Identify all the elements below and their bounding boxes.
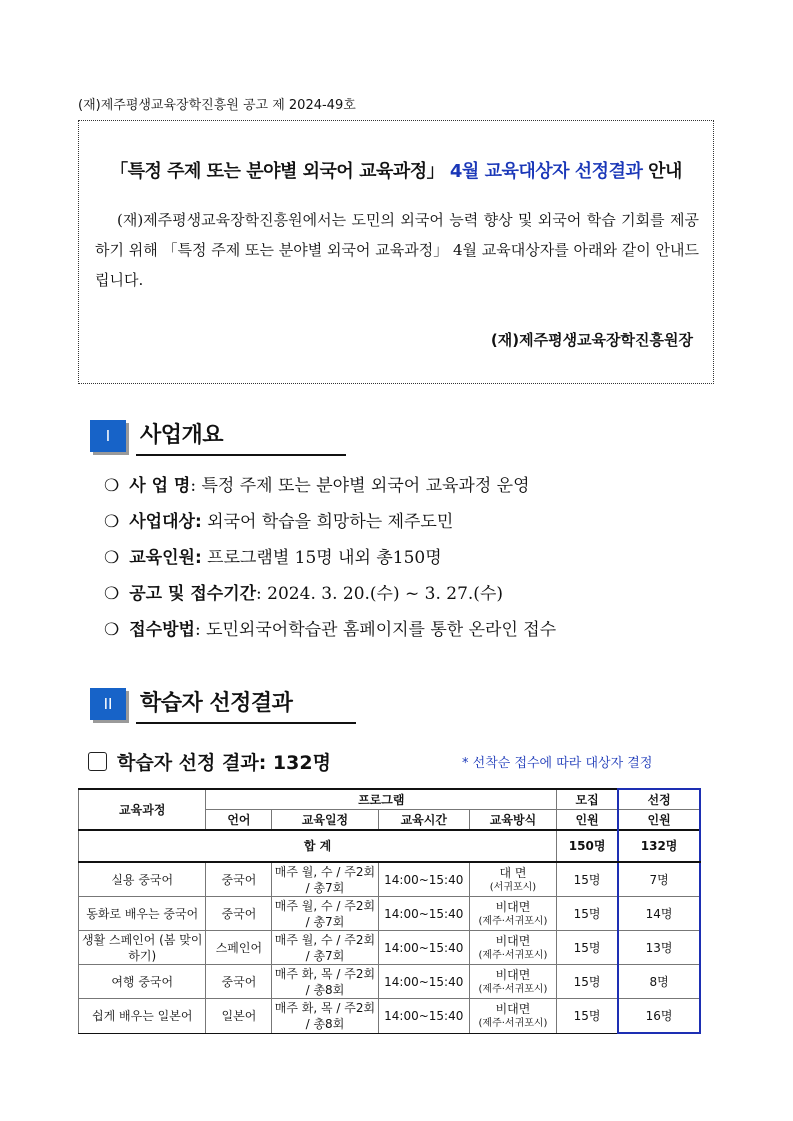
cell-method: [469, 862, 556, 897]
circle-bullet-icon: ❍: [104, 584, 120, 604]
cell-time: 14:00~15:40: [378, 862, 469, 897]
total-label: 합 계: [79, 830, 557, 862]
cell-selected: 8명: [618, 965, 700, 999]
overview-value: 프로그램별 15명 내외 총150명: [201, 548, 442, 568]
method-type: 비대면: [495, 900, 531, 914]
header-recruit-1: 모집: [557, 789, 619, 810]
cell-schedule: 매주 화, 목 / 주2회 / 총8회: [272, 965, 378, 999]
section-title: 사업개요: [140, 423, 224, 448]
method-type: 대 면: [499, 866, 527, 880]
header-selected-2: 인원: [618, 810, 700, 831]
section-header-overview: [90, 420, 350, 452]
overview-list: [104, 472, 724, 652]
total-recruit: 150명: [557, 830, 619, 862]
cell-language: 일본어: [206, 999, 272, 1034]
cell-method: [469, 965, 556, 999]
cell-language: 중국어: [206, 862, 272, 897]
header-method: 교육방식: [469, 810, 556, 831]
notice-body-text: (재)제주평생교육장학진흥원에서는 도민의 외국어 능력 향상 및 외국어 학습 기회를 제공하기 위해 「특정 주제 또는 분야별 외국어 교육과정」 4월 교육대상자를 아래와 같이 안내드립니다.: [95, 211, 699, 289]
cell-time: 14:00~15:40: [378, 897, 469, 931]
notice-body: [95, 205, 699, 295]
total-row: [79, 830, 701, 862]
result-heading: [88, 748, 331, 775]
table-row: [79, 897, 701, 931]
overview-label: 공고 및 접수기간: [129, 584, 257, 604]
header-schedule: 교육일정: [272, 810, 378, 831]
cell-selected: 14명: [618, 897, 700, 931]
cell-time: 14:00~15:40: [378, 965, 469, 999]
circle-bullet-icon: ❍: [104, 620, 120, 640]
result-heading-text: 학습자 선정 결과: 132명: [117, 752, 331, 774]
overview-value: : 도민외국어학습관 홈페이지를 통한 온라인 접수: [194, 620, 557, 640]
overview-label: 사업대상:: [129, 512, 202, 532]
section-underline: [136, 722, 356, 724]
header-recruit-2: 인원: [557, 810, 619, 831]
cell-course: 동화로 배우는 중국어: [79, 897, 206, 931]
cell-selected: 16명: [618, 999, 700, 1034]
overview-item: [104, 472, 724, 508]
cell-recruit: 15명: [557, 897, 619, 931]
cell-language: 중국어: [206, 965, 272, 999]
cell-schedule: 매주 월, 수 / 주2회 / 총7회: [272, 862, 378, 897]
overview-label: 접수방법: [129, 620, 195, 640]
notice-box: [78, 120, 714, 384]
notice-signature: (재)제주평생교육장학진흥원장: [490, 331, 693, 349]
header-language: 언어: [206, 810, 272, 831]
overview-item: [104, 544, 724, 580]
cell-time: 14:00~15:40: [378, 931, 469, 965]
method-area: (제주·서귀포시): [478, 1018, 548, 1030]
cell-schedule: 매주 월, 수 / 주2회 / 총7회: [272, 897, 378, 931]
result-note: * 선착순 접수에 따라 대상자 결정: [462, 756, 653, 771]
cell-schedule: 매주 화, 목 / 주2회 / 총8회: [272, 999, 378, 1034]
header-selected-1: 선정: [618, 789, 700, 810]
cell-course: 실용 중국어: [79, 862, 206, 897]
notice-title-part1: 「특정 주제 또는 분야별 외국어 교육과정」: [110, 161, 445, 182]
cell-method: [469, 999, 556, 1034]
overview-label: 사 업 명: [129, 476, 191, 496]
selection-table: [78, 788, 701, 1034]
notice-title-part3: 안내: [648, 161, 682, 182]
header-time: 교육시간: [378, 810, 469, 831]
overview-value: : 특정 주제 또는 분야별 외국어 교육과정 운영: [190, 476, 530, 496]
circle-bullet-icon: ❍: [104, 548, 120, 568]
method-area: (제주·서귀포시): [478, 950, 548, 961]
cell-selected: 13명: [618, 931, 700, 965]
cell-language: 중국어: [206, 897, 272, 931]
overview-value: 외국어 학습을 희망하는 제주도민: [201, 512, 454, 532]
method-area: (서귀포시): [489, 882, 537, 893]
cell-method: [469, 931, 556, 965]
section-header-result: [90, 688, 360, 720]
circle-bullet-icon: ❍: [104, 476, 120, 496]
overview-value: : 2024. 3. 20.(수) ~ 3. 27.(수): [256, 584, 503, 604]
total-selected: 132명: [618, 830, 700, 862]
checkbox-square-icon: [88, 752, 107, 771]
table-row: [79, 999, 701, 1034]
header-program: 프로그램: [206, 789, 557, 810]
overview-item: [104, 580, 724, 616]
cell-course: 생활 스페인어 (봄 맞이하기): [79, 931, 206, 965]
cell-selected: 7명: [618, 862, 700, 897]
cell-course: 쉽게 배우는 일본어: [79, 999, 206, 1034]
cell-time: 14:00~15:40: [378, 999, 469, 1034]
cell-schedule: 매주 월, 수 / 주2회 / 총7회: [272, 931, 378, 965]
cell-recruit: 15명: [557, 965, 619, 999]
notice-title: [79, 157, 713, 183]
table-row: [79, 862, 701, 897]
method-type: 비대면: [495, 934, 531, 948]
method-area: (제주·서귀포시): [478, 984, 548, 995]
cell-recruit: 15명: [557, 862, 619, 897]
circle-bullet-icon: ❍: [104, 512, 120, 532]
cell-recruit: 15명: [557, 999, 619, 1034]
section-number: I: [90, 420, 126, 452]
table-row: [79, 965, 701, 999]
overview-label: 교육인원:: [129, 548, 202, 568]
method-type: 비대면: [495, 1002, 531, 1017]
section-underline: [136, 454, 346, 456]
method-area: (제주·서귀포시): [478, 916, 548, 927]
cell-course: 여행 중국어: [79, 965, 206, 999]
cell-method: [469, 897, 556, 931]
cell-recruit: 15명: [557, 931, 619, 965]
table-row: [79, 931, 701, 965]
overview-item: [104, 616, 724, 652]
section-number: II: [90, 688, 126, 720]
section-title: 학습자 선정결과: [140, 691, 293, 716]
notice-title-part2: 4월 교육대상자 선정결과: [449, 161, 643, 182]
cell-language: 스페인어: [206, 931, 272, 965]
method-type: 비대면: [495, 968, 531, 982]
overview-item: [104, 508, 724, 544]
notice-number: (재)제주평생교육장학진흥원 공고 제 2024-49호: [78, 98, 356, 113]
header-course: 교육과정: [79, 789, 206, 830]
